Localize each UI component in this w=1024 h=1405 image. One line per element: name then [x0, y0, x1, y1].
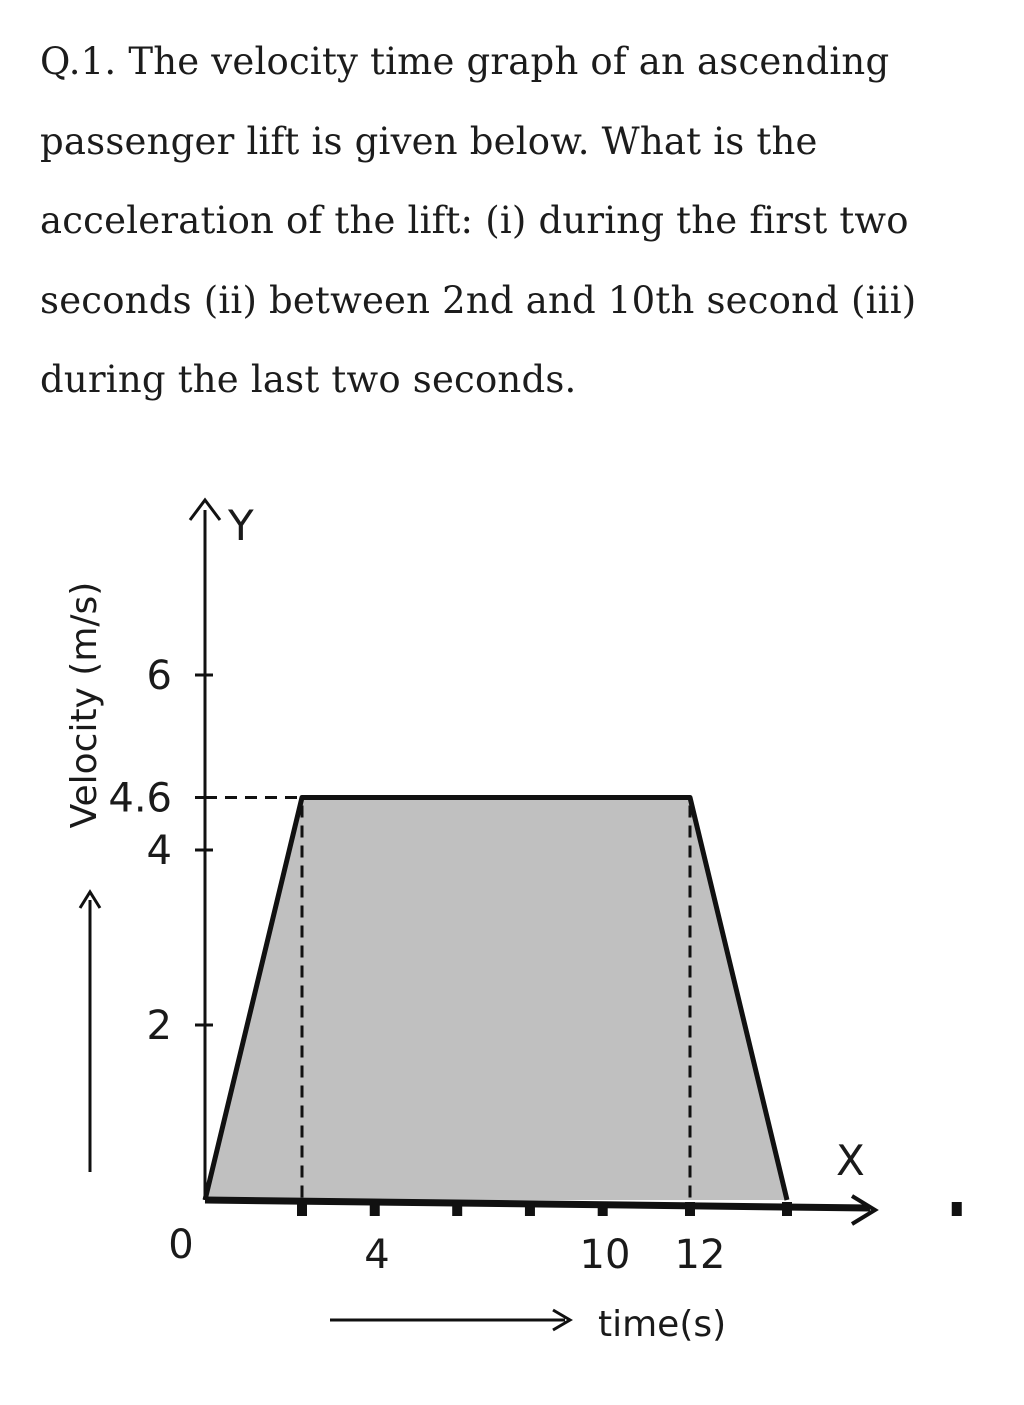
x-tick-7	[952, 1202, 962, 1216]
y-axis-name: Y	[228, 501, 254, 550]
y-tick-label: 6	[146, 653, 172, 699]
x-axis-title: time(s)	[598, 1304, 727, 1345]
x-tick-0	[297, 1202, 307, 1216]
x-tick-label: 10	[579, 1232, 631, 1278]
y-tick-label: 4.6	[108, 775, 172, 822]
origin-label: 0	[168, 1222, 194, 1268]
x-tick-1	[370, 1202, 380, 1216]
x-tick-4	[598, 1202, 608, 1216]
y-axis-title: Velocity (m/s)	[64, 581, 105, 829]
x-tick-label: 12	[674, 1232, 726, 1278]
x-axis-name: X	[836, 1136, 865, 1185]
question-text: Q.1. The velocity time graph of an ascending passenger lift is given below. What is the acceleration of the lift: (i) during the first two seconds (ii) between 2nd and 10th second (iii) during the last two seconds.	[40, 40, 917, 401]
y-tick-label: 4	[146, 828, 172, 874]
velocity-area-fill	[205, 798, 787, 1201]
x-tick-label: 4	[364, 1232, 390, 1278]
x-tick-5	[685, 1202, 695, 1216]
x-tick-6	[782, 1202, 792, 1216]
x-tick-2	[452, 1202, 462, 1216]
y-tick-label: 2	[146, 1003, 172, 1049]
x-tick-3	[525, 1202, 535, 1216]
